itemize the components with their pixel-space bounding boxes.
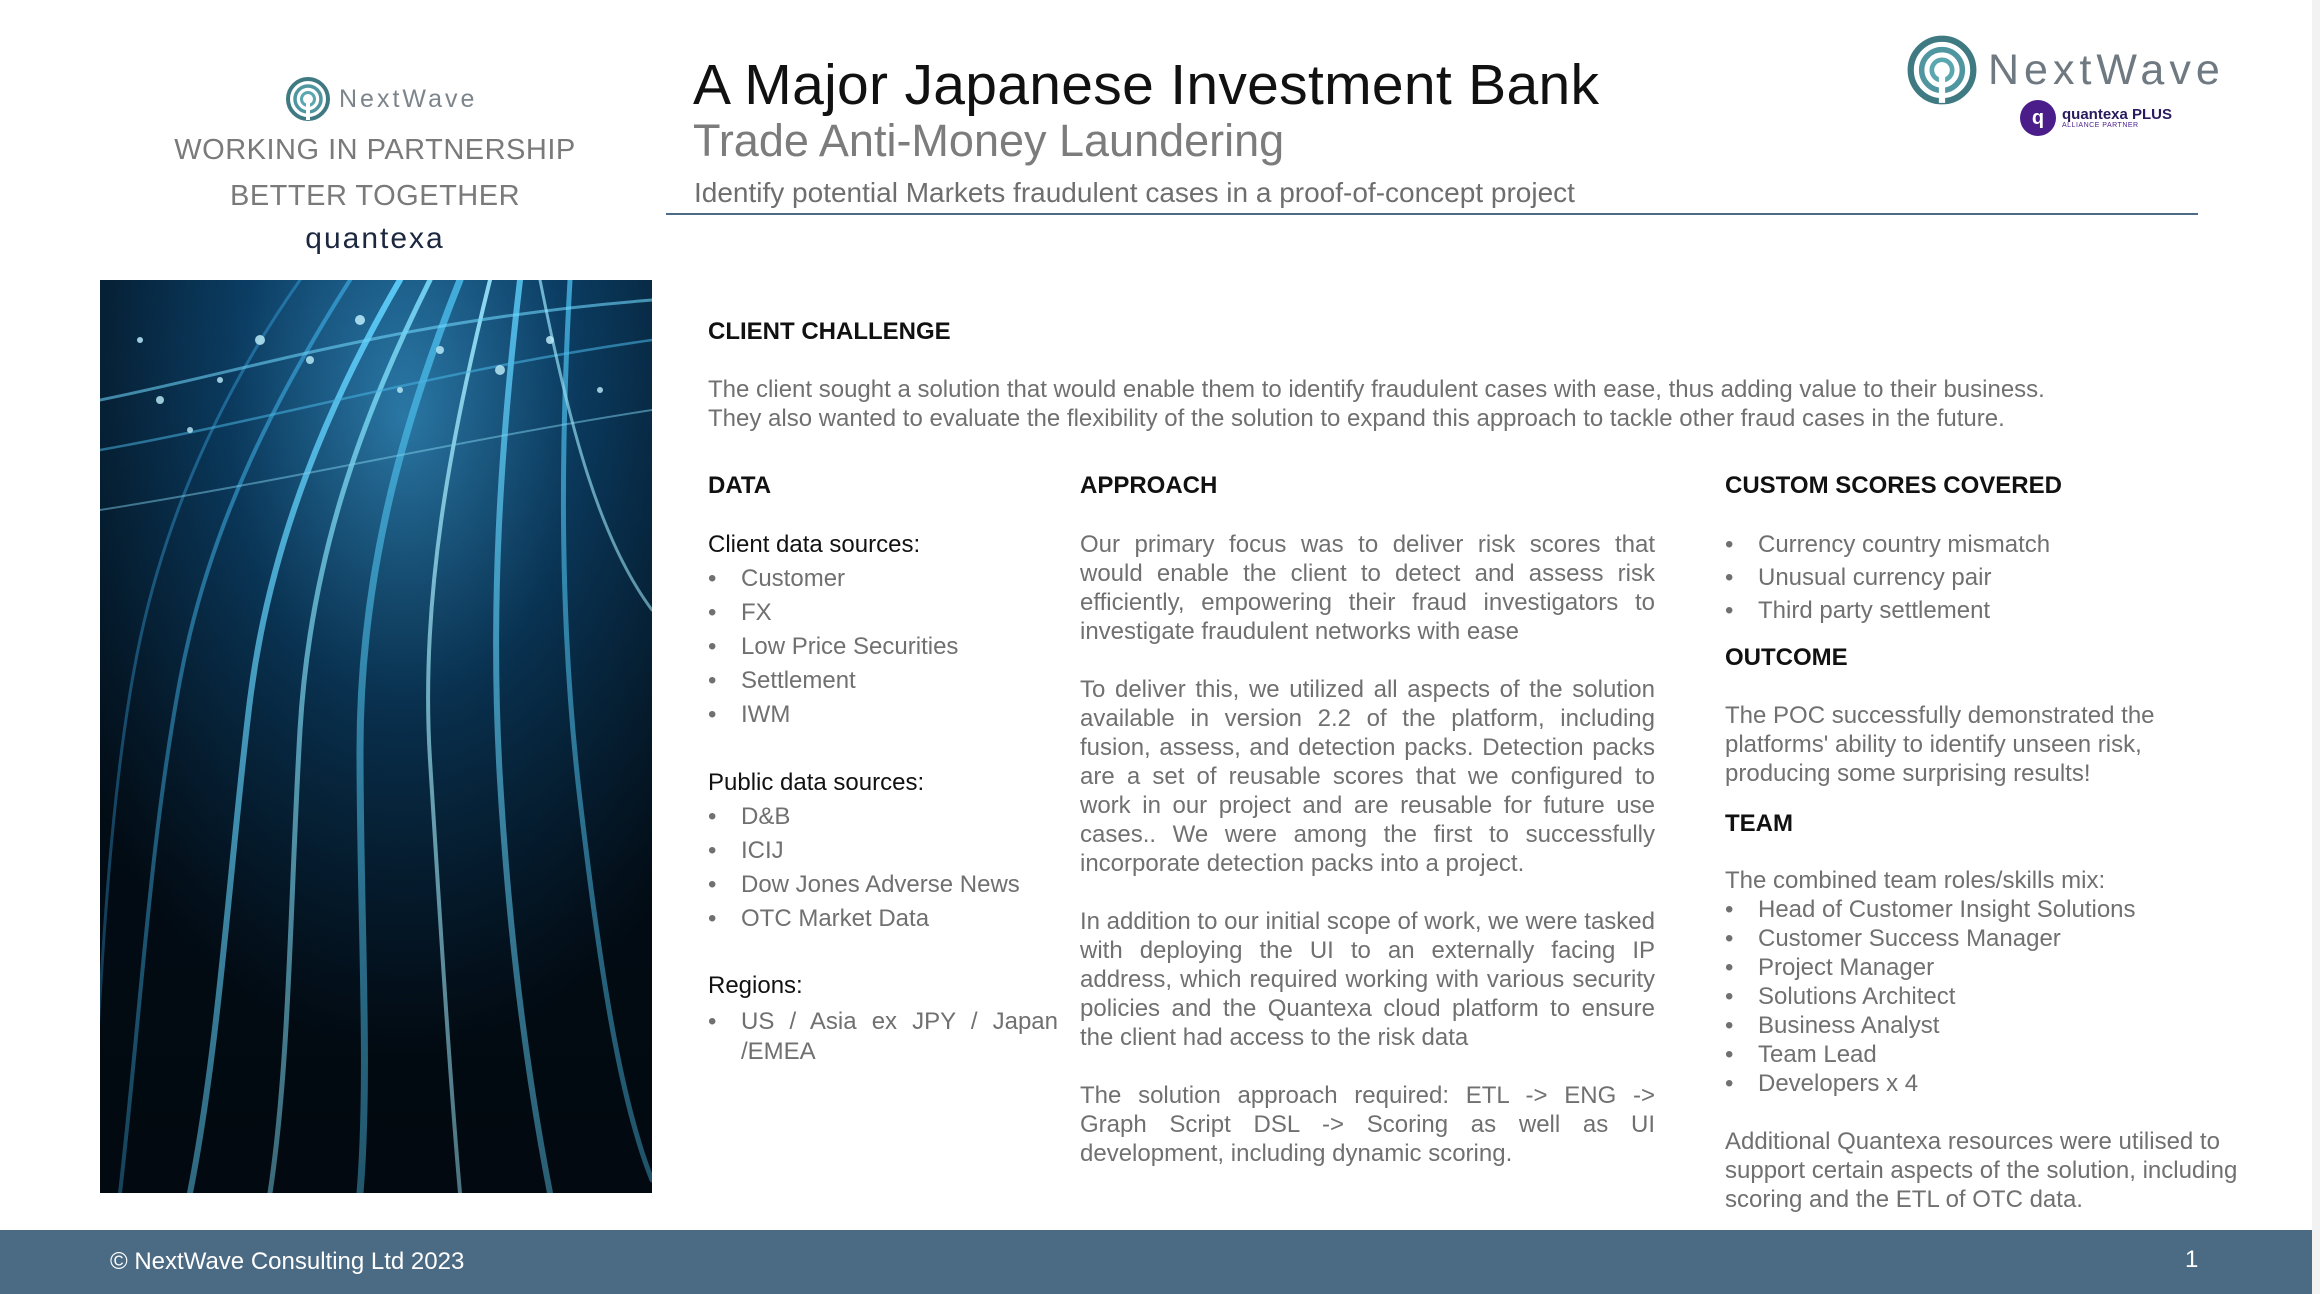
approach-paragraph-4: The solution approach required: ETL -> ENG -> Graph Script DSL -> Scoring as well as UI development, including dynamic scoring.	[1080, 1082, 1655, 1167]
page-tagline: Identify potential Markets fraudulent cases in a proof-of-concept project	[694, 177, 1575, 208]
approach-column	[1080, 530, 1655, 1168]
team-note: Additional Quantexa resources were utilised to support certain aspects of the solution, including scoring and the ETL of OTC data.	[1725, 1128, 2238, 1213]
badge-sub-label: ALLIANCE PARTNER	[2062, 122, 2139, 129]
quantexa-q-icon: q	[2020, 100, 2056, 136]
list-item: • Settlement	[708, 664, 1058, 698]
copyright-text: © NextWave Consulting Ltd 2023	[110, 1248, 465, 1275]
regions-label: Regions:	[708, 972, 803, 999]
client-challenge-line-1: The client sought a solution that would enable them to identify fraudulent cases with ease, thus adding value to their business.	[708, 376, 2045, 403]
list-item: • Third party settlement	[1725, 594, 2225, 627]
badge-main-label: quantexa PLUS	[2062, 106, 2173, 123]
header-divider	[666, 213, 2198, 215]
public-data-sources-list	[708, 800, 1058, 936]
approach-paragraph-3: In addition to our initial scope of work, we were tasked with deploying the UI to an externally facing IP address, which required working with various security policies and the Quantexa cloud platform to ensure the client had access to the risk data	[1080, 908, 1655, 1051]
footer-bar	[0, 1230, 2312, 1294]
partnership-line-1: WORKING IN PARTNERSHIP	[174, 134, 576, 166]
list-item: • Customer	[708, 562, 1058, 596]
list-item: • Solutions Architect	[1725, 982, 2285, 1011]
client-challenge-heading: CLIENT CHALLENGE	[708, 318, 951, 345]
light-trails-illustration	[100, 280, 652, 1193]
list-item: • D&B	[708, 800, 1058, 834]
fiber-optic-light-trails-image	[100, 280, 652, 1193]
client-data-sources-label: Client data sources:	[708, 531, 921, 558]
slide-edge	[2312, 0, 2320, 1294]
page-subtitle: Trade Anti-Money Laundering	[693, 115, 1285, 166]
list-item: • Head of Customer Insight Solutions	[1725, 895, 2285, 924]
list-item: • IWM	[708, 698, 1058, 732]
team-members-list	[1725, 895, 2285, 1098]
list-item: • Dow Jones Adverse News	[708, 868, 1058, 902]
outcome-heading: OUTCOME	[1725, 644, 1848, 671]
client-challenge-line-2: They also wanted to evaluate the flexibility of the solution to expand this approach to tackle other fraud cases in the future.	[708, 405, 2005, 432]
regions-list	[708, 1007, 1058, 1067]
list-item: • ICIJ	[708, 834, 1058, 868]
list-item: • Customer Success Manager	[1725, 924, 2285, 953]
approach-paragraph-1: Our primary focus was to deliver risk scores that would enable the client to detect and assess risk efficiently, empowering their fraud investigators to investigate fraudulent networks with ease	[1080, 531, 1655, 645]
approach-paragraph-2: To deliver this, we utilized all aspects of the solution available in version 2.2 of the platform, including fusion, assess, and detection packs. Detection packs are a set of reusable scores that we configured to work in our project and are reusable for future use cases.. We were among the first to successfully incorporate detection packs into a project.	[1080, 676, 1655, 877]
list-item: • FX	[708, 596, 1058, 630]
team-column	[1725, 866, 2285, 1214]
page-title: A Major Japanese Investment Bank	[693, 53, 1600, 117]
data-heading: DATA	[708, 472, 772, 499]
team-intro: The combined team roles/skills mix:	[1725, 867, 2106, 894]
list-item: • Project Manager	[1725, 953, 2285, 982]
list-item: • Low Price Securities	[708, 630, 1058, 664]
client-challenge-text	[708, 375, 2188, 433]
nextwave-logo-small	[285, 76, 477, 122]
nextwave-logo-text: NextWave	[1988, 45, 2225, 94]
partnership-line-2: BETTER TOGETHER	[229, 180, 521, 212]
custom-scores-list	[1725, 528, 2225, 627]
outcome-text: The POC successfully demonstrated the platforms' ability to identify unseen risk, producing some surprising results!	[1725, 702, 2155, 787]
list-item: • Currency country mismatch	[1725, 528, 2225, 561]
approach-heading: APPROACH	[1080, 472, 1218, 499]
quantexa-logo: quantexa	[305, 222, 445, 255]
custom-scores-heading: CUSTOM SCORES COVERED	[1725, 472, 2062, 499]
nextwave-swirl-icon	[1906, 34, 1978, 106]
nextwave-swirl-icon	[285, 76, 331, 122]
list-item: • Unusual currency pair	[1725, 561, 2225, 594]
nextwave-logo-large	[1906, 34, 2225, 106]
client-data-sources-list	[708, 562, 1058, 732]
list-item: • Team Lead	[1725, 1040, 2285, 1069]
list-item: • Business Analyst	[1725, 1011, 2285, 1040]
quantexa-plus-badge	[2020, 100, 2172, 136]
data-column	[708, 528, 1058, 1067]
list-item: • Developers x 4	[1725, 1069, 2285, 1098]
list-item: • OTC Market Data	[708, 902, 1058, 936]
page-number: 1	[2185, 1246, 2199, 1273]
team-heading: TEAM	[1725, 810, 1793, 837]
nextwave-logo-text: NextWave	[339, 84, 478, 113]
public-data-sources-label: Public data sources:	[708, 769, 925, 796]
list-item: • US / Asia ex JPY / Japan /EMEA	[708, 1007, 1058, 1067]
